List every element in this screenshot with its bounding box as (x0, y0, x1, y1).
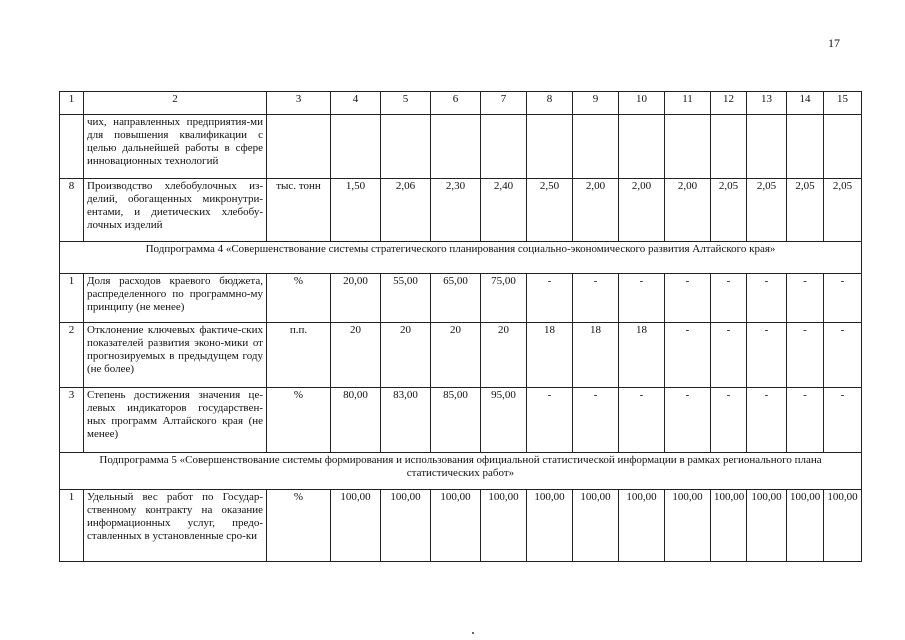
value-cell: - (747, 323, 787, 388)
value-cell: 65,00 (431, 274, 481, 323)
unit-cell (267, 115, 331, 179)
value-cell: 75,00 (481, 274, 527, 323)
value-cell: 18 (619, 323, 665, 388)
value-cell (619, 115, 665, 179)
value-cell: 2,05 (747, 179, 787, 242)
header-cell: 7 (481, 92, 527, 115)
subprogram-title: Подпрограмма 5 «Совершенствование системы формирования и использования официальной статистической информации в рамках регионального плана статистических работ» (60, 453, 862, 490)
value-cell: 1,50 (331, 179, 381, 242)
header-cell: 8 (527, 92, 573, 115)
unit-cell: п.п. (267, 323, 331, 388)
value-cell: 2,00 (665, 179, 711, 242)
table-row (60, 274, 862, 323)
unit-cell: % (267, 274, 331, 323)
table-row (60, 388, 862, 453)
value-cell: 100,00 (711, 490, 747, 562)
value-cell: 2,00 (573, 179, 619, 242)
value-cell (331, 115, 381, 179)
value-cell: 100,00 (665, 490, 711, 562)
value-cell: 20 (331, 323, 381, 388)
indicator-name-cell: чих, направленных предприятия-ми для повышения квалификации с целью дальнейшей работы в сфере инновационных технологий (84, 115, 267, 179)
value-cell: - (665, 323, 711, 388)
value-cell: 55,00 (381, 274, 431, 323)
value-cell: 20,00 (331, 274, 381, 323)
header-cell: 13 (747, 92, 787, 115)
value-cell: - (747, 274, 787, 323)
indicator-name-cell: Производство хлебобулочных из-делий, обогащенных микронутри-ентами, и диетических хлебобу-лочных изделий (84, 179, 267, 242)
indicators-table (59, 91, 862, 562)
subprogram-header-row (60, 453, 862, 490)
value-cell: 100,00 (619, 490, 665, 562)
value-cell (787, 115, 824, 179)
value-cell (824, 115, 862, 179)
value-cell: 100,00 (747, 490, 787, 562)
header-cell: 2 (84, 92, 267, 115)
value-cell (431, 115, 481, 179)
value-cell: 100,00 (527, 490, 573, 562)
value-cell: - (711, 323, 747, 388)
value-cell: - (619, 274, 665, 323)
value-cell: 18 (573, 323, 619, 388)
value-cell: 100,00 (787, 490, 824, 562)
value-cell (665, 115, 711, 179)
unit-cell: тыс. тонн (267, 179, 331, 242)
row-number-cell: 1 (60, 274, 84, 323)
header-cell: 4 (331, 92, 381, 115)
value-cell: 85,00 (431, 388, 481, 453)
table-row (60, 490, 862, 562)
unit-cell: % (267, 388, 331, 453)
value-cell: - (573, 274, 619, 323)
subprogram-title: Подпрограмма 4 «Совершенствование системы стратегического планирования социально-экономического развития Алтайского края» (60, 242, 862, 274)
value-cell: - (824, 274, 862, 323)
row-number-cell: 8 (60, 179, 84, 242)
value-cell: 20 (481, 323, 527, 388)
row-number-cell: 3 (60, 388, 84, 453)
value-cell (573, 115, 619, 179)
value-cell: 100,00 (431, 490, 481, 562)
value-cell: - (527, 274, 573, 323)
value-cell: - (665, 388, 711, 453)
table-row (60, 115, 862, 179)
value-cell: 2,00 (619, 179, 665, 242)
header-cell: 9 (573, 92, 619, 115)
value-cell: - (527, 388, 573, 453)
header-cell: 14 (787, 92, 824, 115)
value-cell: 100,00 (381, 490, 431, 562)
value-cell: - (787, 274, 824, 323)
value-cell: 18 (527, 323, 573, 388)
value-cell: 100,00 (573, 490, 619, 562)
value-cell: 2,05 (824, 179, 862, 242)
value-cell: - (787, 388, 824, 453)
unit-cell: % (267, 490, 331, 562)
value-cell: 2,50 (527, 179, 573, 242)
page-number: 17 (828, 36, 840, 50)
row-number-cell (60, 115, 84, 179)
value-cell: 2,05 (711, 179, 747, 242)
header-cell: 12 (711, 92, 747, 115)
indicator-name-cell: Доля расходов краевого бюджета, распределенного по программно-му принципу (не менее) (84, 274, 267, 323)
value-cell: - (619, 388, 665, 453)
indicator-name-cell: Степень достижения значения це-левых индикаторов государствен-ных программ Алтайского края (не менее) (84, 388, 267, 453)
value-cell: 83,00 (381, 388, 431, 453)
value-cell: 80,00 (331, 388, 381, 453)
subprogram-header-row (60, 242, 862, 274)
value-cell (381, 115, 431, 179)
value-cell: - (711, 274, 747, 323)
value-cell: - (824, 388, 862, 453)
header-cell: 1 (60, 92, 84, 115)
value-cell: - (824, 323, 862, 388)
value-cell: 2,05 (787, 179, 824, 242)
header-cell: 11 (665, 92, 711, 115)
indicator-name-cell: Удельный вес работ по Государ-ственному контракту на оказание информационных услуг, предо-ставленных в установленные сро-ки (84, 490, 267, 562)
value-cell (711, 115, 747, 179)
row-number-cell: 2 (60, 323, 84, 388)
header-cell: 3 (267, 92, 331, 115)
value-cell: - (787, 323, 824, 388)
value-cell: 2,06 (381, 179, 431, 242)
header-cell: 15 (824, 92, 862, 115)
header-row (60, 92, 862, 115)
indicator-name-cell: Отклонение ключевых фактиче-ских показателей развития эконо-мики от прогнозируемых в предыдущем году (не более) (84, 323, 267, 388)
header-cell: 10 (619, 92, 665, 115)
table-row (60, 323, 862, 388)
value-cell: 95,00 (481, 388, 527, 453)
table-row (60, 179, 862, 242)
scan-speck (472, 632, 474, 634)
value-cell (747, 115, 787, 179)
row-number-cell: 1 (60, 490, 84, 562)
header-cell: 6 (431, 92, 481, 115)
header-cell: 5 (381, 92, 431, 115)
value-cell: - (747, 388, 787, 453)
value-cell: 20 (381, 323, 431, 388)
value-cell: - (711, 388, 747, 453)
value-cell: 2,40 (481, 179, 527, 242)
value-cell: 100,00 (824, 490, 862, 562)
value-cell (527, 115, 573, 179)
value-cell: - (573, 388, 619, 453)
value-cell: 20 (431, 323, 481, 388)
value-cell: 2,30 (431, 179, 481, 242)
value-cell: 100,00 (481, 490, 527, 562)
value-cell: - (665, 274, 711, 323)
value-cell: 100,00 (331, 490, 381, 562)
value-cell (481, 115, 527, 179)
